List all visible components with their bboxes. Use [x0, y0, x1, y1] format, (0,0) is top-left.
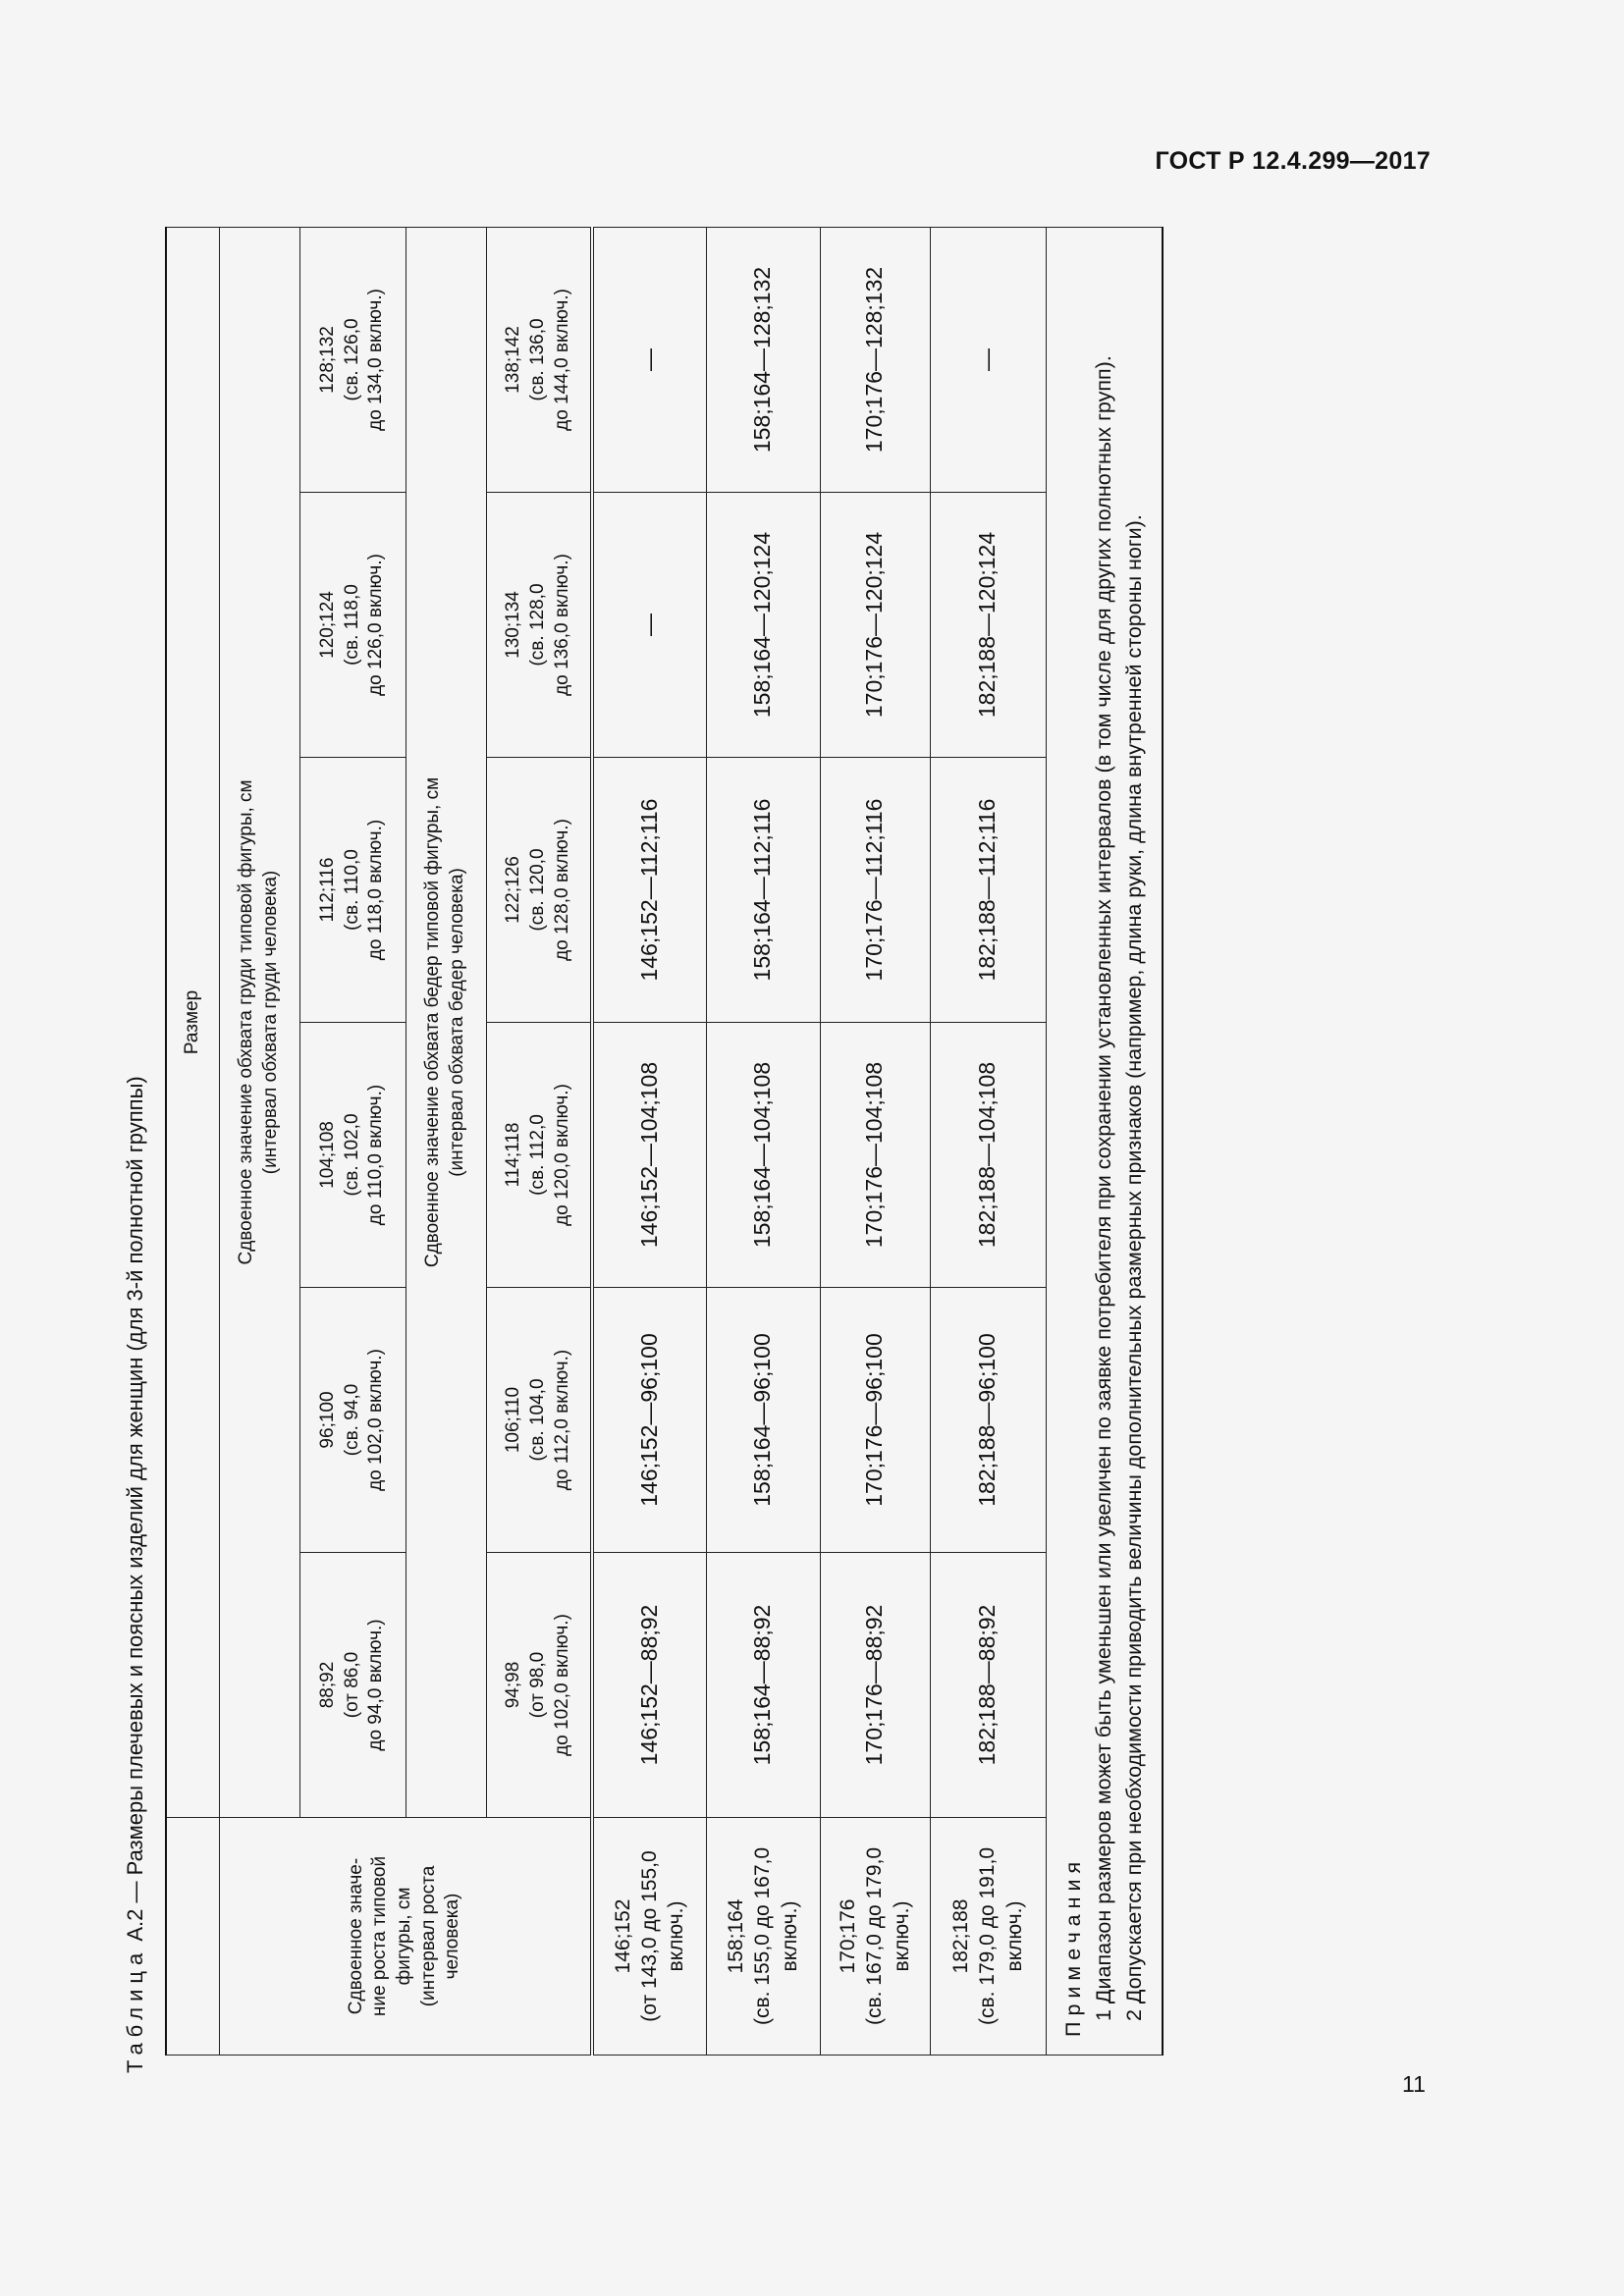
- size-cell: 182;188—120;124: [930, 493, 1046, 758]
- hip-value: 138;142: [503, 326, 524, 394]
- hip-header-line: (интервал обхвата бедер человека): [447, 868, 467, 1177]
- hip-range-to: до 120,0 включ.): [551, 1084, 572, 1226]
- notes-row: [1046, 227, 1163, 2055]
- height-range-end: включ.): [890, 1900, 913, 1972]
- chest-range-to: до 102,0 включ.): [365, 1349, 387, 1491]
- hip-header-line: Сдвоенное значение обхвата бедер типовой фигуры, см: [422, 776, 444, 1268]
- size-cell: 182;188—96;100: [930, 1288, 1046, 1553]
- height-range: (св. 155,0 до 167,0: [751, 1846, 775, 2026]
- chest-value: 88;92: [316, 1661, 338, 1709]
- caption-word: Таблица: [123, 1947, 147, 2073]
- chest-value: 128;132: [316, 326, 338, 394]
- chest-column-header: [299, 758, 406, 1023]
- chest-value: 104;108: [316, 1121, 338, 1189]
- table-notes: [1046, 227, 1163, 2055]
- standard-designation: ГОСТ Р 12.4.299—2017: [1155, 147, 1431, 175]
- chest-header-line: (интервал обхвата груди человека): [260, 870, 281, 1175]
- size-header: Размер: [166, 227, 219, 1817]
- hip-column-header: [486, 493, 592, 758]
- height-value: 170;176: [837, 1898, 860, 1974]
- chest-range-from: (св. 102,0: [341, 1113, 362, 1197]
- height-stub: [820, 1818, 930, 2056]
- chest-range-from: (св. 94,0: [341, 1383, 362, 1457]
- chest-girth-header: [219, 227, 299, 1817]
- chest-column-header: [299, 1023, 406, 1288]
- chest-range-to: до 110,0 включ.): [365, 1084, 387, 1226]
- size-cell: 158;164—120;124: [706, 493, 820, 758]
- chest-range-from: (св. 126,0: [341, 318, 362, 401]
- size-cell: 158;164—128;132: [706, 227, 820, 492]
- hip-column-header: [486, 758, 592, 1023]
- notes-title: Примечания: [1060, 1855, 1085, 2037]
- size-cell: 146;152—88;92: [592, 1553, 706, 1818]
- size-cell: 146;152—96;100: [592, 1288, 706, 1553]
- table-row: [930, 227, 1046, 2055]
- size-cell: 158;164—104;108: [706, 1023, 820, 1288]
- size-cell: 182;188—88;92: [930, 1553, 1046, 1818]
- size-cell: 170;176—112;116: [820, 758, 930, 1023]
- hip-column-header: [486, 1553, 592, 1818]
- hip-column-header: [486, 227, 592, 492]
- chest-value: 120;124: [316, 591, 338, 659]
- hip-range-to: до 144,0 включ.): [551, 289, 572, 431]
- height-range: (св. 179,0 до 191,0: [976, 1846, 1000, 2026]
- note-item: 2 Допускается при необходимости приводить величины дополнительных размерных признаков (например, длина руки, длина внутренней стороны ноги).: [1121, 514, 1146, 2021]
- chest-range-from: (св. 118,0: [341, 584, 362, 666]
- hip-range-to: до 112,0 включ.): [551, 1349, 572, 1491]
- size-cell: 146;152—104;108: [592, 1023, 706, 1288]
- size-cell: 158;164—96;100: [706, 1288, 820, 1553]
- size-cell: 182;188—112;116: [930, 758, 1046, 1023]
- hip-range-to: до 102,0 включ.): [551, 1614, 572, 1756]
- hip-column-header: [486, 1288, 592, 1553]
- chest-column-header: [299, 227, 406, 492]
- table-caption: [106, 1076, 165, 2073]
- hip-range-from: (св. 128,0: [526, 583, 548, 667]
- size-cell-empty: —: [930, 227, 1046, 492]
- chest-range-to: до 118,0 включ.): [365, 819, 387, 961]
- size-cell: 146;152—112;116: [592, 758, 706, 1023]
- stub-header-line: ние роста типовой: [369, 1855, 391, 2017]
- chest-value: 96;100: [316, 1391, 338, 1449]
- stub-header-line: человека): [442, 1893, 463, 1980]
- size-cell: 170;176—120;124: [820, 493, 930, 758]
- chest-range-to: до 126,0 включ.): [365, 554, 387, 696]
- size-cell: 170;176—104;108: [820, 1023, 930, 1288]
- table-corner-cell: [166, 1818, 219, 2056]
- chest-value: 112;116: [316, 857, 338, 923]
- stub-header-line: (интервал роста: [417, 1865, 439, 2007]
- size-cell: 170;176—128;132: [820, 227, 930, 492]
- size-cell-empty: —: [592, 227, 706, 492]
- hip-range-to: до 128,0 включ.): [551, 819, 572, 961]
- hip-value: 122;126: [503, 856, 524, 924]
- hip-value: 106;110: [503, 1386, 524, 1454]
- hip-range-from: (св. 104,0: [526, 1378, 548, 1462]
- stub-header-line: фигуры, см: [393, 1887, 414, 1986]
- table-row: [706, 227, 820, 2055]
- height-value: 158;164: [725, 1898, 748, 1974]
- height-value: 146;152: [611, 1898, 634, 1974]
- rotated-table-block: [106, 228, 1180, 2073]
- page-number: 11: [1402, 2071, 1426, 2097]
- height-stub: [592, 1818, 706, 2056]
- hip-range-from: (св. 120,0: [526, 848, 548, 932]
- note-item: 1 Диапазон размеров может быть уменьшен или увеличен по заявке потребителя при сохранении установленных интервалов (в том числе для других полнотных групп).: [1091, 355, 1115, 2021]
- chest-column-header: [299, 1553, 406, 1818]
- hip-value: 94;98: [503, 1661, 524, 1709]
- chest-range-from: (св. 110,0: [341, 849, 362, 931]
- size-table: [165, 227, 1164, 2056]
- chest-range-to: до 94,0 включ.): [365, 1619, 387, 1751]
- height-range: (св. 167,0 до 179,0: [863, 1846, 887, 2026]
- caption-text: А.2 — Размеры плечевых и поясных изделий для женщин (для 3-й полнотной группы): [123, 1076, 147, 1948]
- height-range-end: включ.): [778, 1900, 801, 1972]
- height-stub-header: [219, 1818, 592, 2056]
- size-cell: 182;188—104;108: [930, 1023, 1046, 1288]
- hip-column-header: [486, 1023, 592, 1288]
- stub-header-line: Сдвоенное значе-: [345, 1857, 366, 2015]
- height-stub: [930, 1818, 1046, 2056]
- hip-range-from: (св. 112,0: [526, 1114, 548, 1196]
- hip-range-to: до 136,0 включ.): [551, 554, 572, 696]
- size-cell: 158;164—88;92: [706, 1553, 820, 1818]
- height-range-end: включ.): [665, 1900, 688, 1972]
- table-row: [820, 227, 930, 2055]
- height-range-end: включ.): [1002, 1900, 1026, 1972]
- size-cell: 170;176—96;100: [820, 1288, 930, 1553]
- chest-range-from: (от 86,0: [341, 1651, 362, 1719]
- hip-value: 130;134: [503, 591, 524, 659]
- chest-header-line: Сдвоенное значение обхвата груди типовой фигуры, см: [236, 779, 257, 1265]
- size-cell-empty: —: [592, 493, 706, 758]
- size-cell: 170;176—88;92: [820, 1553, 930, 1818]
- hip-value: 114;118: [503, 1122, 524, 1188]
- height-range: (от 143,0 до 155,0: [638, 1850, 662, 2022]
- hip-range-from: (от 98,0: [526, 1651, 548, 1719]
- table-row: [592, 227, 706, 2055]
- hip-girth-header: [406, 227, 486, 1817]
- chest-column-header: [299, 1288, 406, 1553]
- height-stub: [706, 1818, 820, 2056]
- size-cell: 158;164—112;116: [706, 758, 820, 1023]
- chest-range-to: до 134,0 включ.): [365, 289, 387, 431]
- hip-range-from: (св. 136,0: [526, 318, 548, 401]
- height-value: 182;188: [949, 1898, 973, 1974]
- chest-column-header: [299, 493, 406, 758]
